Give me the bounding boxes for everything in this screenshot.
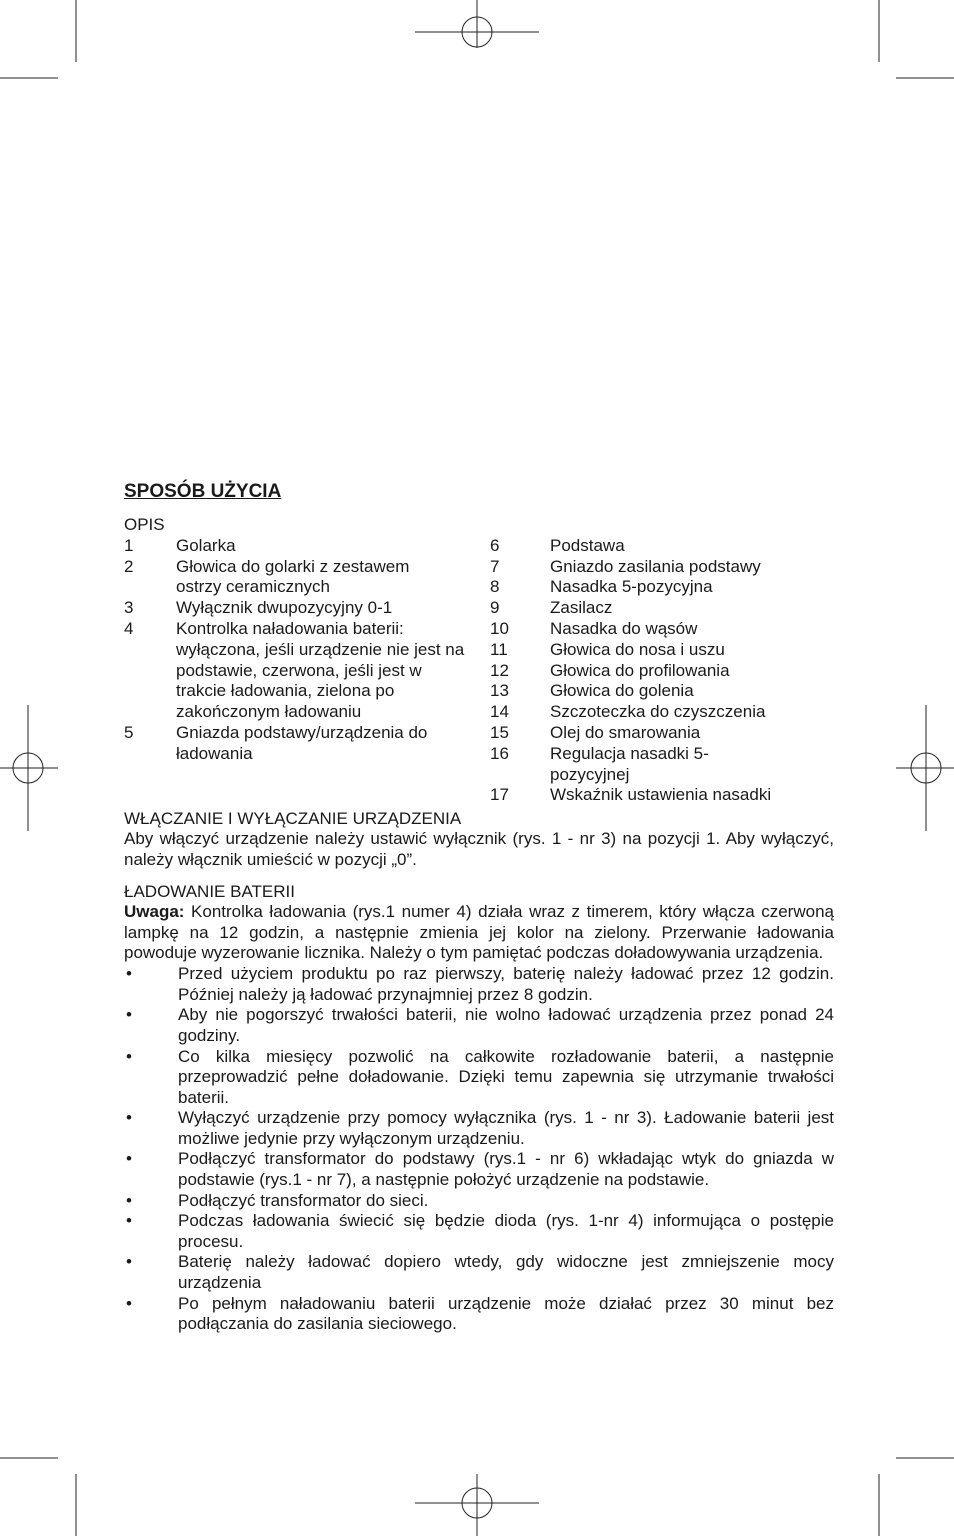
parts-description xyxy=(124,536,834,806)
bullet-icon: • xyxy=(126,1108,132,1128)
list-item xyxy=(124,1252,834,1293)
item-text: Zasilacz xyxy=(550,598,613,618)
bullet-text: Wyłączyć urządzenie przy pomocy wyłącznika (rys. 1 - nr 3). Ładowanie baterii jest możliwe jedynie przy wyłączonym urządzeniu. xyxy=(178,1108,834,1148)
bullet-text: Aby nie pogorszyć trwałości baterii, nie wolno ładować urządzenia przez ponad 24 godziny. xyxy=(178,1005,834,1045)
item-text: Wyłącznik dwupozycyjny 0-1 xyxy=(176,598,393,618)
bullet-icon: • xyxy=(126,964,132,984)
item-text: Głowica do golarki z zestawem ostrzy ceramicznych xyxy=(176,556,410,597)
item-text: Wskaźnik ustawienia nasadki xyxy=(550,785,772,805)
item-text: Nasadka 5-pozycyjna xyxy=(550,577,713,597)
list-item xyxy=(124,536,490,557)
item-text: Głowica do profilowania xyxy=(550,660,730,680)
list-item xyxy=(124,557,490,599)
section-title: SPOSÓB UŻYCIA xyxy=(124,481,282,502)
item-number: 10 xyxy=(490,618,509,638)
bullet-icon: • xyxy=(126,1046,132,1066)
item-text: Regulacja nasadki 5-pozycyjnej xyxy=(550,743,709,784)
charging-heading: ŁADOWANIE BATERII xyxy=(124,881,295,901)
bullet-icon: • xyxy=(126,1211,132,1231)
item-number: 8 xyxy=(490,577,500,597)
bullet-icon: • xyxy=(126,1005,132,1025)
item-text: Kontrolka naładowania baterii: wyłączona, jeśli urządzenie nie jest na podstawie, czerwona, jeśli jest w trakcie ładowania, zielona po zakończonym ładowaniu xyxy=(176,618,465,722)
list-item xyxy=(124,1108,834,1149)
note-text: Kontrolka ładowania (rys.1 numer 4) działa wraz z timerem, który włącza czerwoną lampkę na 12 godzin, a następnie zmienia jej kolor na zielony. Przerwanie ładowania powoduje wyzerowanie licznika. Należy o tym pamiętać podczas doładowywania urządzenia. xyxy=(124,901,834,963)
bullet-text: Baterię należy ładować dopiero wtedy, gdy widoczne jest zmniejszenie mocy urządzenia xyxy=(178,1252,834,1293)
list-item xyxy=(124,1211,834,1252)
list-item xyxy=(124,598,490,619)
parts-list-left xyxy=(124,536,490,806)
item-number: 6 xyxy=(490,535,500,555)
list-item xyxy=(124,1005,834,1046)
bullet-text: Podłączyć transformator do podstawy (rys.1 - nr 6) wkładając wtyk do gniazda w podstawie (rys.1 - nr 7), a następnie położyć urządzenie na podstawie. xyxy=(178,1149,834,1190)
item-number: 2 xyxy=(124,556,134,576)
item-number: 5 xyxy=(124,722,134,742)
item-text: Głowica do golenia xyxy=(550,681,694,701)
charging-note xyxy=(124,902,834,964)
item-number: 1 xyxy=(124,535,134,555)
item-number: 4 xyxy=(124,618,134,638)
item-number: 7 xyxy=(490,556,500,576)
item-number: 16 xyxy=(490,743,509,763)
item-number: 13 xyxy=(490,681,509,701)
bullet-text: Przed użyciem produktu po raz pierwszy, baterię należy ładować przez 12 godzin. Później należy ją ładować przynajmniej przez 8 godzin. xyxy=(178,964,834,1004)
list-item xyxy=(124,619,490,723)
item-number: 17 xyxy=(490,785,509,805)
list-item xyxy=(490,598,834,619)
item-text: Olej do smarowania xyxy=(550,722,701,742)
bullet-text: Co kilka miesięcy pozwolić na całkowite rozładowanie baterii, a następnie przeprowadzić pełne doładowanie. Dzięki temu zapewnia się utrzymanie trwałości baterii. xyxy=(178,1046,834,1107)
list-item xyxy=(490,785,834,806)
parts-list-right xyxy=(490,536,834,806)
bullet-icon: • xyxy=(126,1190,132,1210)
bullet-icon: • xyxy=(126,1252,132,1272)
list-item xyxy=(124,1149,834,1190)
list-item xyxy=(490,661,834,682)
list-item xyxy=(490,744,834,786)
switching-heading: WŁĄCZANIE I WYŁĄCZANIE URZĄDZENIA xyxy=(124,809,462,829)
item-number: 15 xyxy=(490,722,509,742)
note-label: Uwaga: xyxy=(124,901,185,921)
list-item xyxy=(490,536,834,557)
bullet-text: Po pełnym naładowaniu baterii urządzenie może działać przez 30 minut bez podłączania do zasilania sieciowego. xyxy=(178,1293,834,1334)
item-text: Podstawa xyxy=(550,535,625,555)
bullet-icon: • xyxy=(126,1149,132,1169)
bullet-text: Podłączyć transformator do sieci. xyxy=(178,1190,429,1210)
list-item xyxy=(124,1294,834,1335)
switching-text: Aby włączyć urządzenie należy ustawić wyłącznik (rys. 1 - nr 3) na pozycji 1. Aby wyłączyć, należy włącznik umieścić w pozycji „0”. xyxy=(124,829,834,869)
list-item xyxy=(490,723,834,744)
list-item xyxy=(124,1191,834,1212)
list-item xyxy=(490,619,834,640)
item-text: Gniazdo zasilania podstawy xyxy=(550,556,761,576)
charging-bullets xyxy=(124,964,834,1335)
bullet-icon: • xyxy=(126,1293,132,1313)
item-text: Golarka xyxy=(176,535,236,555)
item-text: Szczoteczka do czyszczenia xyxy=(550,702,766,722)
list-item xyxy=(124,1047,834,1109)
item-number: 9 xyxy=(490,598,500,618)
item-text: Nasadka do wąsów xyxy=(550,618,698,638)
bullet-text: Podczas ładowania świecić się będzie dioda (rys. 1-nr 4) informująca o postępie procesu. xyxy=(178,1211,834,1251)
list-item xyxy=(490,640,834,661)
item-number: 3 xyxy=(124,598,134,618)
list-item xyxy=(124,964,834,1005)
item-text: Głowica do nosa i uszu xyxy=(550,639,725,659)
list-item xyxy=(490,681,834,702)
list-item xyxy=(490,557,834,578)
description-heading: OPIS xyxy=(124,515,165,534)
item-number: 11 xyxy=(490,639,508,659)
item-text: Gniazda podstawy/urządzenia do ładowania xyxy=(176,722,428,763)
list-item xyxy=(490,702,834,723)
instructions-section xyxy=(124,481,834,1335)
list-item xyxy=(490,577,834,598)
item-number: 14 xyxy=(490,702,509,722)
item-number: 12 xyxy=(490,660,509,680)
list-item xyxy=(124,723,490,765)
